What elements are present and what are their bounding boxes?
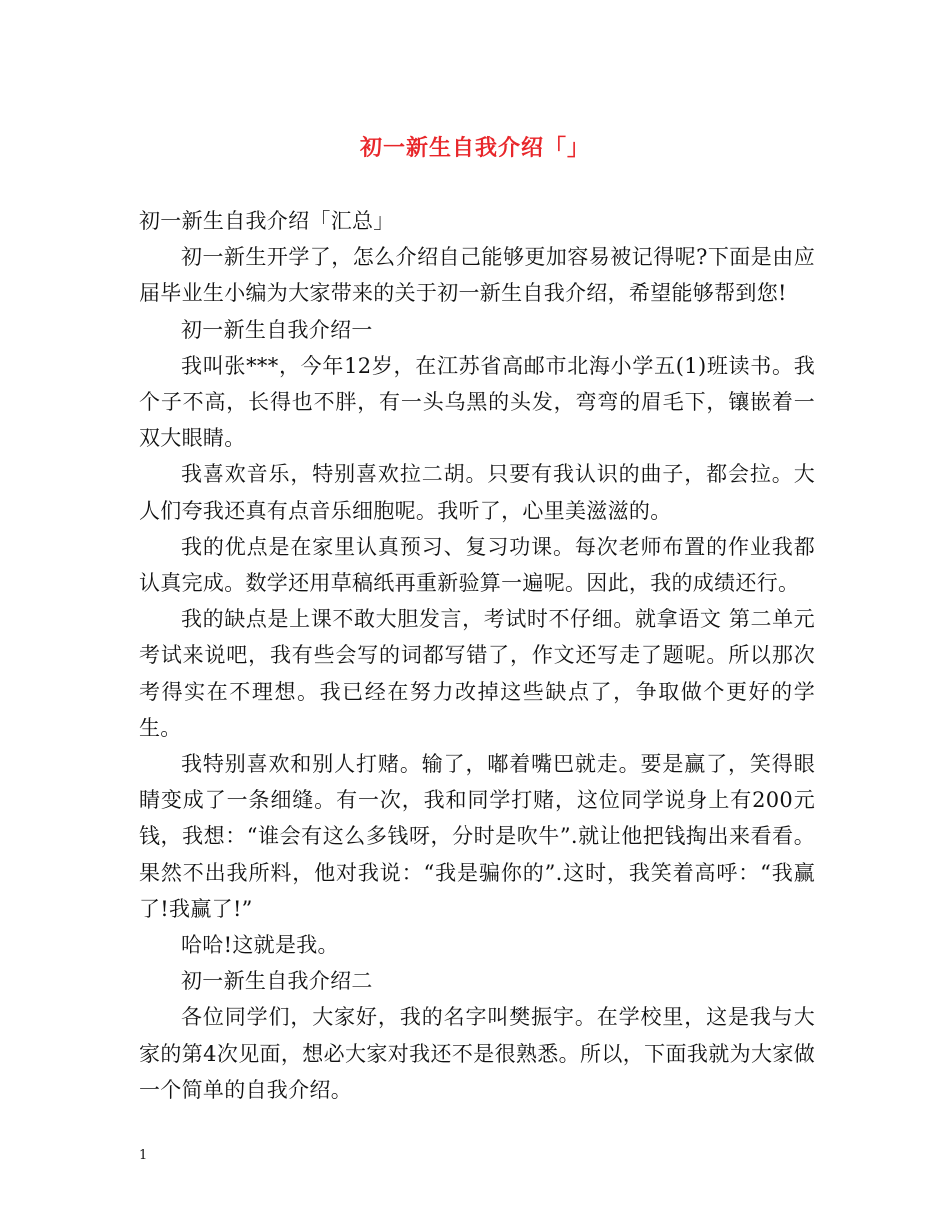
paragraph: 我的优点是在家里认真预习、复习功课。每次老师布置的作业我都认真完成。数学还用草稿纸再重新验算一遍呢。因此，我的成绩还行。 [139, 534, 815, 596]
paragraph: 各位同学们，大家好，我的名字叫樊振宇。在学校里，这是我与大家的第4次见面，想必大家对我还不是很熟悉。所以，下面我就为大家做一个简单的自我介绍。 [139, 1005, 815, 1102]
paragraph: 哈哈!这就是我。 [181, 933, 339, 958]
document-body [139, 203, 815, 1108]
page-number: 1 [139, 1148, 148, 1163]
paragraph-subtitle: 初一新生自我介绍「汇总」 [139, 209, 395, 233]
paragraph: 我喜欢音乐，特别喜欢拉二胡。只要有我认识的曲子，都会拉。大人们夸我还真有点音乐细胞呢。我听了，心里美滋滋的。 [139, 462, 815, 523]
paragraph: 我特别喜欢和别人打赌。输了，嘟着嘴巴就走。要是赢了，笑得眼睛变成了一条细缝。有一次，我和同学打赌，这位同学说身上有200元钱，我想：“谁会有这么多钱呀，分时是吹牛”.就让他把钱掏出来看看。果然不出我所料，他对我说：“我是骗你的”.这时，我笑着高呼：“我赢了!我赢了!” [139, 752, 815, 921]
paragraph-intro: 初一新生开学了，怎么介绍自己能够更加容易被记得呢?下面是由应届毕业生小编为大家带来的关于初一新生自我介绍，希望能够帮到您! [139, 245, 815, 306]
paragraph: 我叫张***，今年12岁，在江苏省高邮市北海小学五(1)班读书。我个子不高，长得也不胖，有一头乌黑的头发，弯弯的眉毛下，镶嵌着一双大眼睛。 [139, 353, 815, 451]
document-title: 初一新生自我介绍「」 [359, 135, 590, 161]
section-heading-two: 初一新生自我介绍二 [181, 969, 373, 994]
section-heading-one: 初一新生自我介绍一 [181, 317, 373, 342]
paragraph: 我的缺点是上课不敢大胆发言，考试时不仔细。就拿语文 第二单元考试来说吧，我有些会写的词都写错了，作文还写走了题呢。所以那次考得实在不理想。我已经在努力改掉这些缺点了，争取做个更好的学生。 [139, 607, 815, 740]
